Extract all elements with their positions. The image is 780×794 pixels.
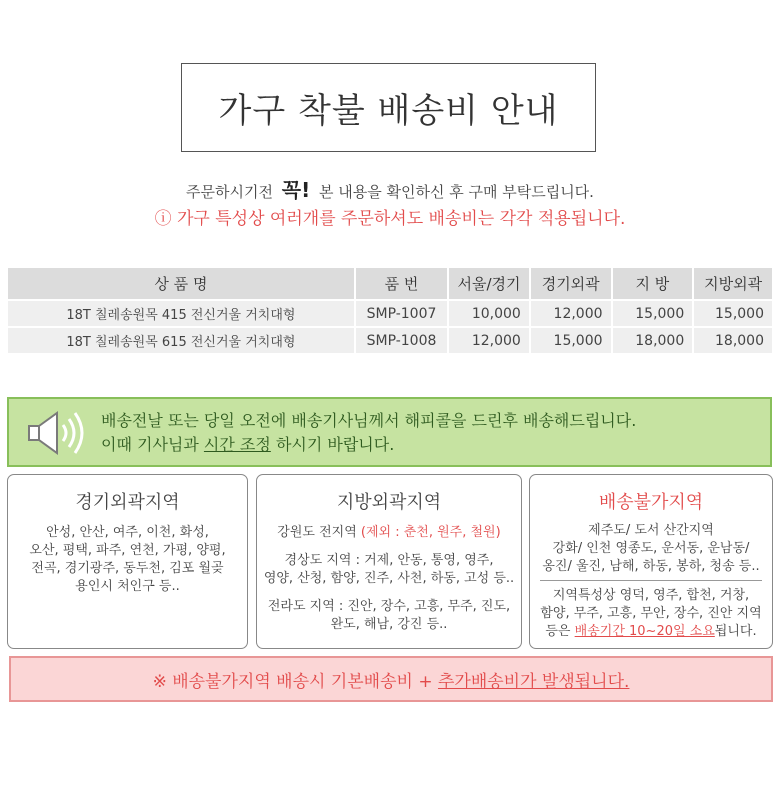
divider — [540, 580, 762, 581]
price-local: 18,000 — [613, 326, 693, 353]
region-line: 안성, 안산, 여주, 이천, 화성, — [46, 525, 209, 540]
delivery-line-1: 배송전날 또는 당일 오전에 배송기사님께서 해피콜을 드린후 배송해드립니다. — [101, 411, 637, 430]
region-card-gyeonggi-outer — [7, 474, 248, 649]
product-table — [6, 268, 774, 353]
region-title: 배송불가지역 — [598, 492, 704, 513]
page-title: 가구 착불 배송비 안내 — [218, 91, 559, 131]
notice-line-2: ⓘ 가구 특성상 여러개를 주문하셔도 배송비는 각각 적용됩니다. — [154, 209, 626, 229]
table-header-row — [8, 268, 772, 299]
note-last-before: 등은 — [545, 624, 571, 639]
header-local-outer: 지방외곽 — [694, 268, 772, 299]
region-line-last — [530, 623, 772, 641]
delivery-line-2 — [101, 433, 636, 457]
product-name: 18T 칠레송원목 615 전신거울 거치대형 — [8, 326, 354, 353]
note-last-after: 됩니다. — [714, 624, 757, 639]
delivery-line-2-after: 하시기 바랍니다. — [275, 435, 395, 454]
region-line: 전곡, 경기광주, 동두천, 김포 월곶 — [31, 561, 224, 576]
price-gyeonggi-outer: 15,000 — [531, 326, 611, 353]
header-local: 지 방 — [613, 268, 693, 299]
delivery-notice-box — [7, 397, 772, 467]
region-line: 완도, 해남, 강진 등.. — [330, 617, 448, 632]
price-seoul: 12,000 — [449, 326, 529, 353]
header-seoul: 서울/경기 — [449, 268, 529, 299]
note-last-underlined: 배송기간 10~20일 소요 — [574, 624, 715, 639]
header-product-name: 상 품 명 — [8, 268, 354, 299]
region-line: 용인시 처인구 등.. — [75, 579, 180, 594]
title-box — [181, 63, 596, 152]
notice-after: 본 내용을 확인하신 후 구매 부탁드립니다. — [319, 183, 594, 201]
speaker-icon — [27, 409, 91, 457]
delivery-line-2-underlined: 시간 조정 — [203, 435, 271, 454]
product-name: 18T 칠레송원목 415 전신거울 거치대형 — [8, 299, 354, 326]
region-title: 지방외곽지역 — [336, 492, 442, 513]
region-line: 전라도 지역 : 진안, 장수, 고흥, 무주, 진도, — [267, 599, 511, 614]
price-seoul: 10,000 — [449, 299, 529, 326]
price-local-outer: 18,000 — [694, 326, 772, 353]
header-gyeonggi-outer: 경기외곽 — [531, 268, 611, 299]
table-row — [8, 326, 772, 353]
region-line: 영양, 산청, 함양, 진주, 사천, 하동, 고성 등.. — [263, 571, 515, 586]
region-gangwon — [257, 524, 521, 542]
table-row — [8, 299, 772, 326]
region-line: 함양, 무주, 고흥, 무안, 장수, 진안 지역 — [540, 606, 762, 621]
header-product-code: 품 번 — [356, 268, 447, 299]
region-line: 오산, 평택, 파주, 연천, 가평, 양평, — [29, 543, 226, 558]
product-code: SMP-1007 — [356, 299, 447, 326]
notice-line-1 — [0, 174, 780, 203]
delivery-line-2-before: 이때 기사님과 — [101, 435, 199, 454]
footer-notice-before: ※ 배송불가지역 배송시 기본배송비 + — [152, 671, 433, 692]
gangwon-except: (제외 : 춘천, 원주, 철원) — [360, 525, 501, 540]
notice-emphasis: 꼭! — [281, 178, 311, 202]
price-gyeonggi-outer: 12,000 — [531, 299, 611, 326]
footer-notice-underlined: 추가배송비가 발생됩니다. — [437, 671, 630, 692]
region-title: 경기외곽지역 — [75, 492, 180, 513]
region-line: 경상도 지역 : 거제, 안동, 통영, 영주, — [284, 553, 494, 568]
gangwon-label: 강원도 전지역 — [277, 525, 357, 540]
region-card-local-outer — [256, 474, 522, 649]
price-local-outer: 15,000 — [694, 299, 772, 326]
region-line: 제주도/ 도서 산간지역 — [588, 523, 714, 538]
product-code: SMP-1008 — [356, 326, 447, 353]
region-line: 강화/ 인천 영종도, 운서동, 운남동/ — [552, 541, 750, 556]
price-local: 15,000 — [613, 299, 693, 326]
region-line: 옹진/ 울진, 남해, 하동, 봉하, 청송 등.. — [542, 559, 760, 574]
region-card-unavailable — [529, 474, 773, 649]
region-line: 지역특성상 영덕, 영주, 합천, 거창, — [552, 588, 750, 603]
footer-notice-box — [9, 656, 773, 702]
notice-before: 주문하시기전 — [186, 183, 273, 201]
delivery-notice-text — [101, 409, 636, 457]
